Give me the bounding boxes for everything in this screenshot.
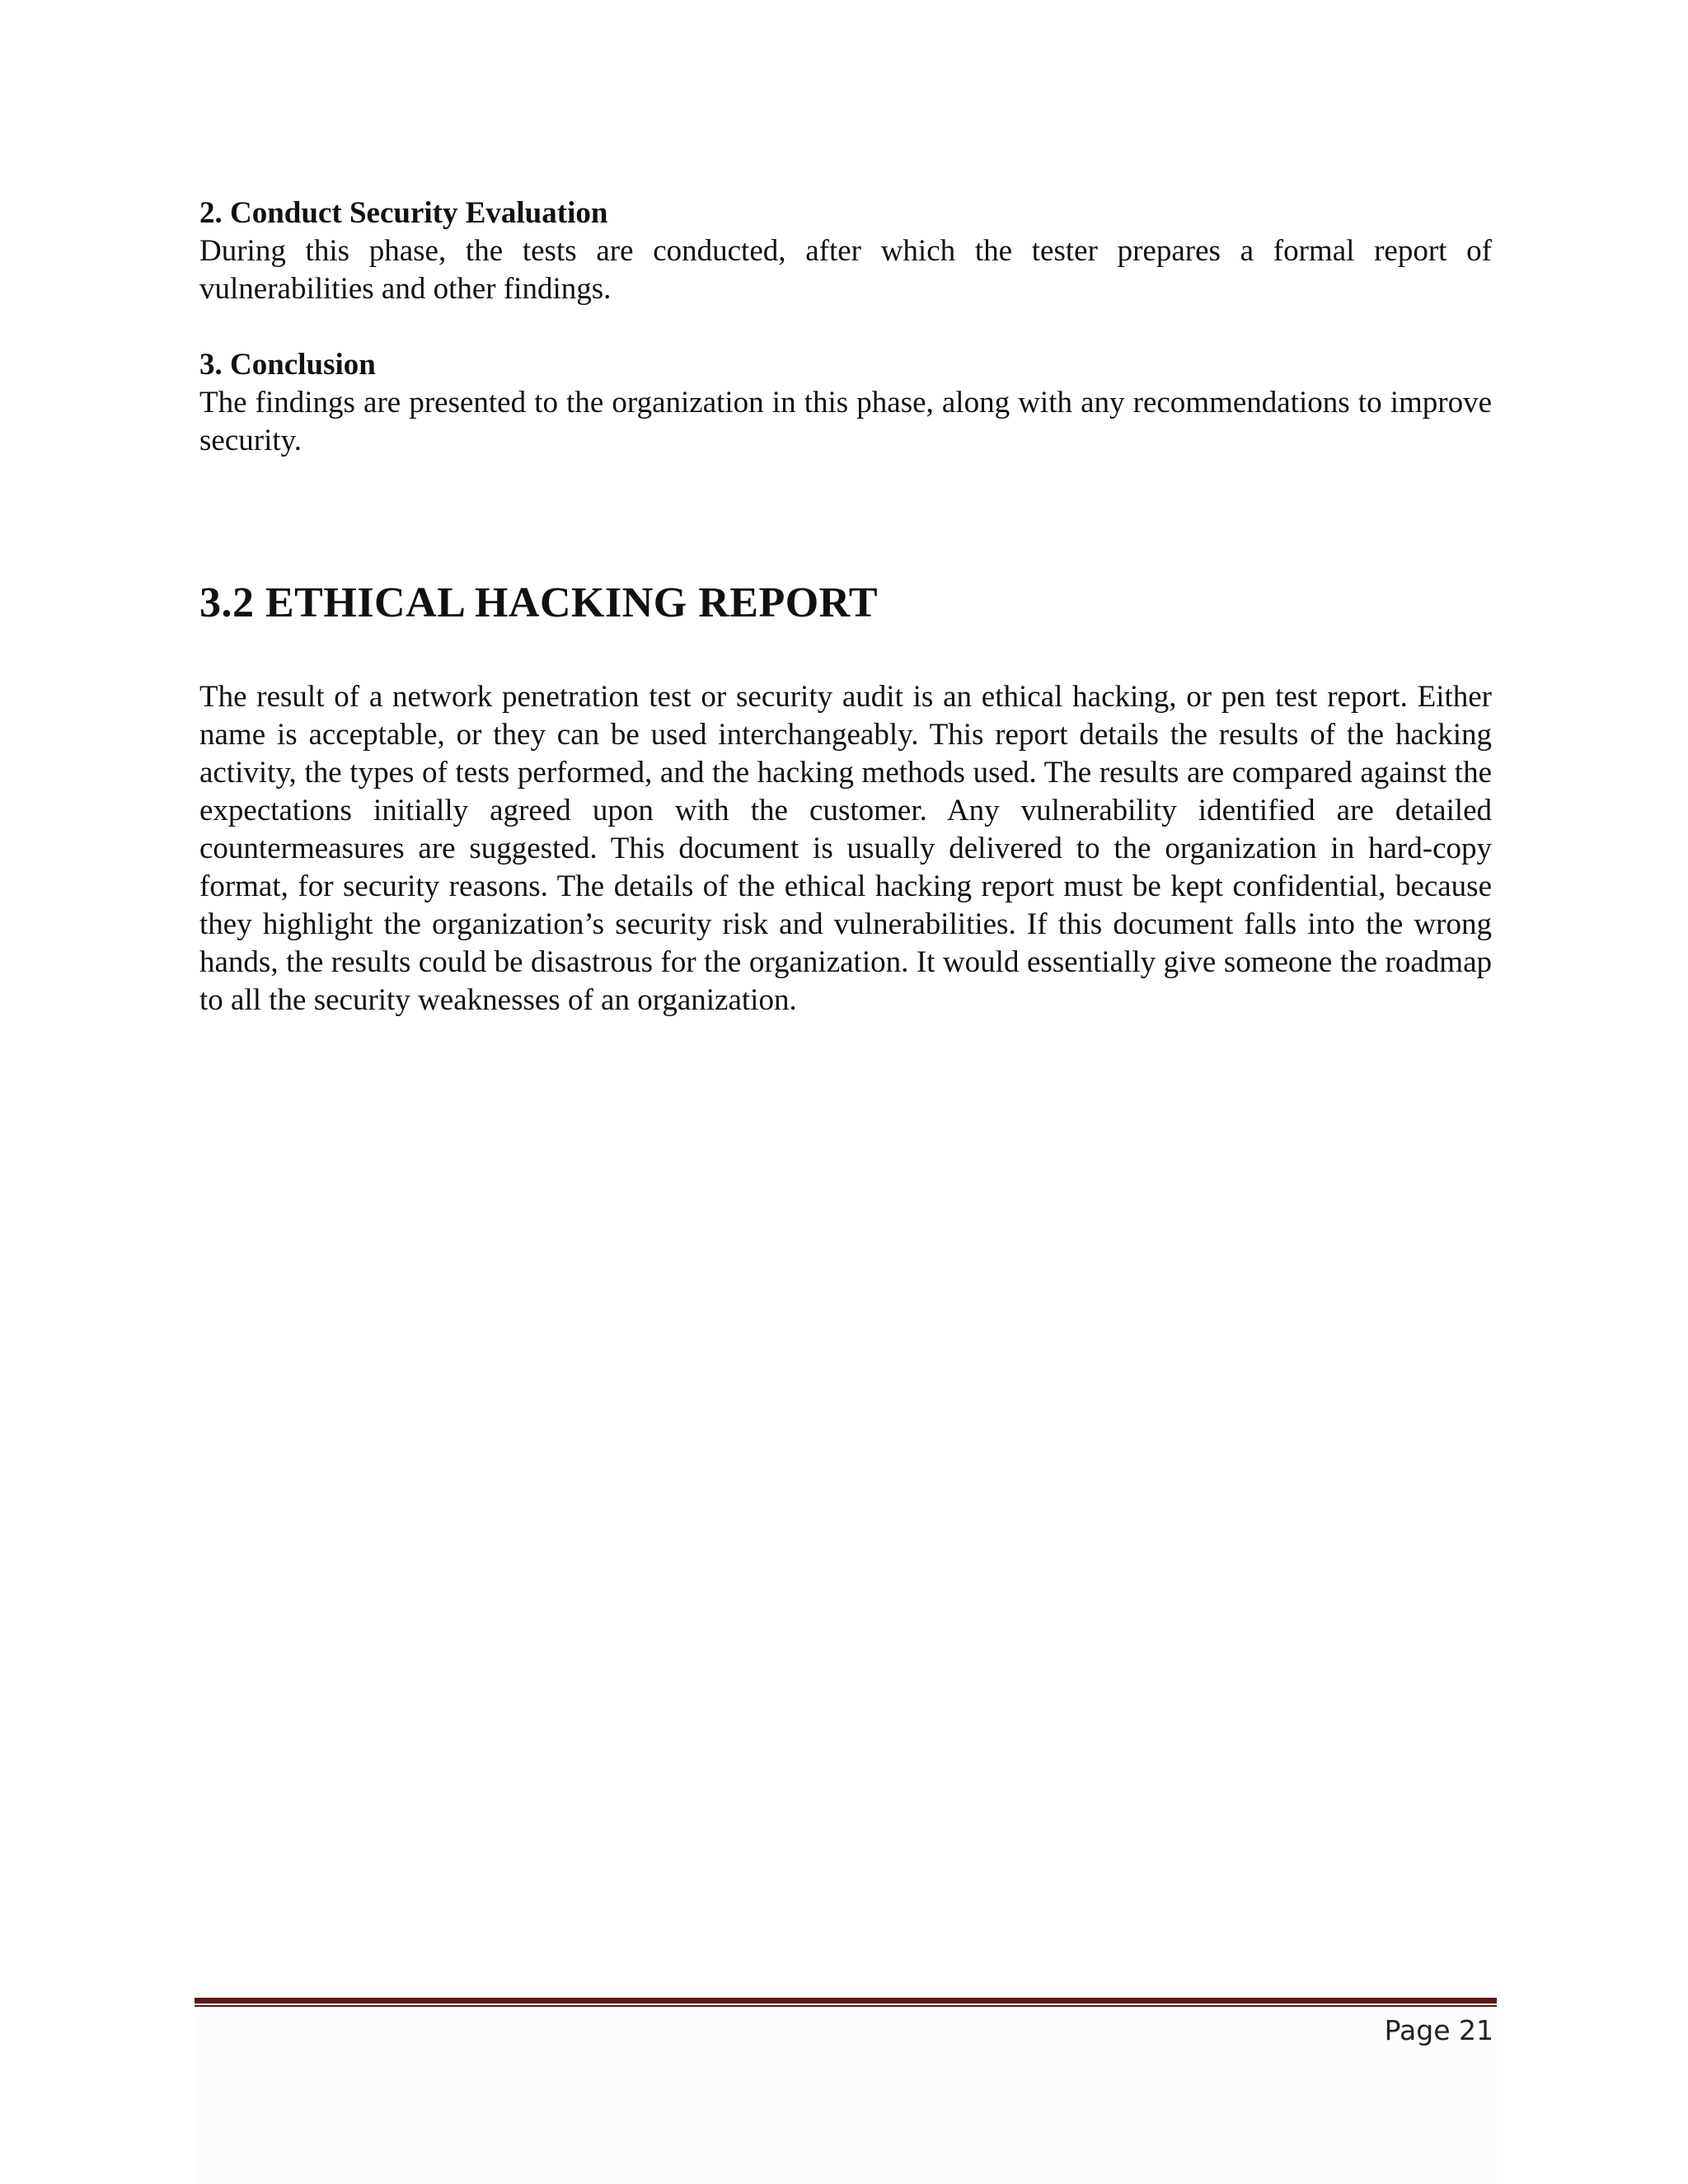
section-paragraph: The findings are presented to the organization in this phase, along with any recommendations to improve security. [199,386,1492,457]
phase-sections [199,194,1492,498]
main-heading: 3.2 ETHICAL HACKING REPORT [199,579,879,626]
main-paragraph: The result of a network penetration test or security audit is an ethical hacking, or pen test report. Either name is acceptable, or they can be used interchangeably. This report details the results of the hacking activity, the types of tests performed, and the hacking methods used. The results are compared against the expectations initially agreed upon with the customer. Any vulnerability identified are detailed countermeasures are suggested. This document is usually delivered to the organization in hard-copy format, for security reasons. The details of the ethical hacking report must be kept confidential, because they highlight the organization’s security risk and vulnerabilities. If this document falls into the wrong hands, the results could be disastrous for the organization. It would essentially give someone the roadmap to all the security weaknesses of an organization. [199,680,1492,1017]
section-conclusion [199,346,1492,460]
footer-shade [195,2008,1497,2184]
footer-rule-thick [195,1998,1497,2004]
section-heading: 3. Conclusion [199,348,376,382]
section-paragraph: During this phase, the tests are conducted, after which the tester prepares a formal report of vulnerabilities and other findings. [199,234,1492,306]
section-conduct-security-evaluation [199,194,1492,308]
footer-rule-thin [195,2005,1497,2007]
section-heading: 2. Conduct Security Evaluation [199,196,608,230]
page-number: Page 21 [1384,2014,1493,2046]
footer-rule [195,1998,1497,2008]
